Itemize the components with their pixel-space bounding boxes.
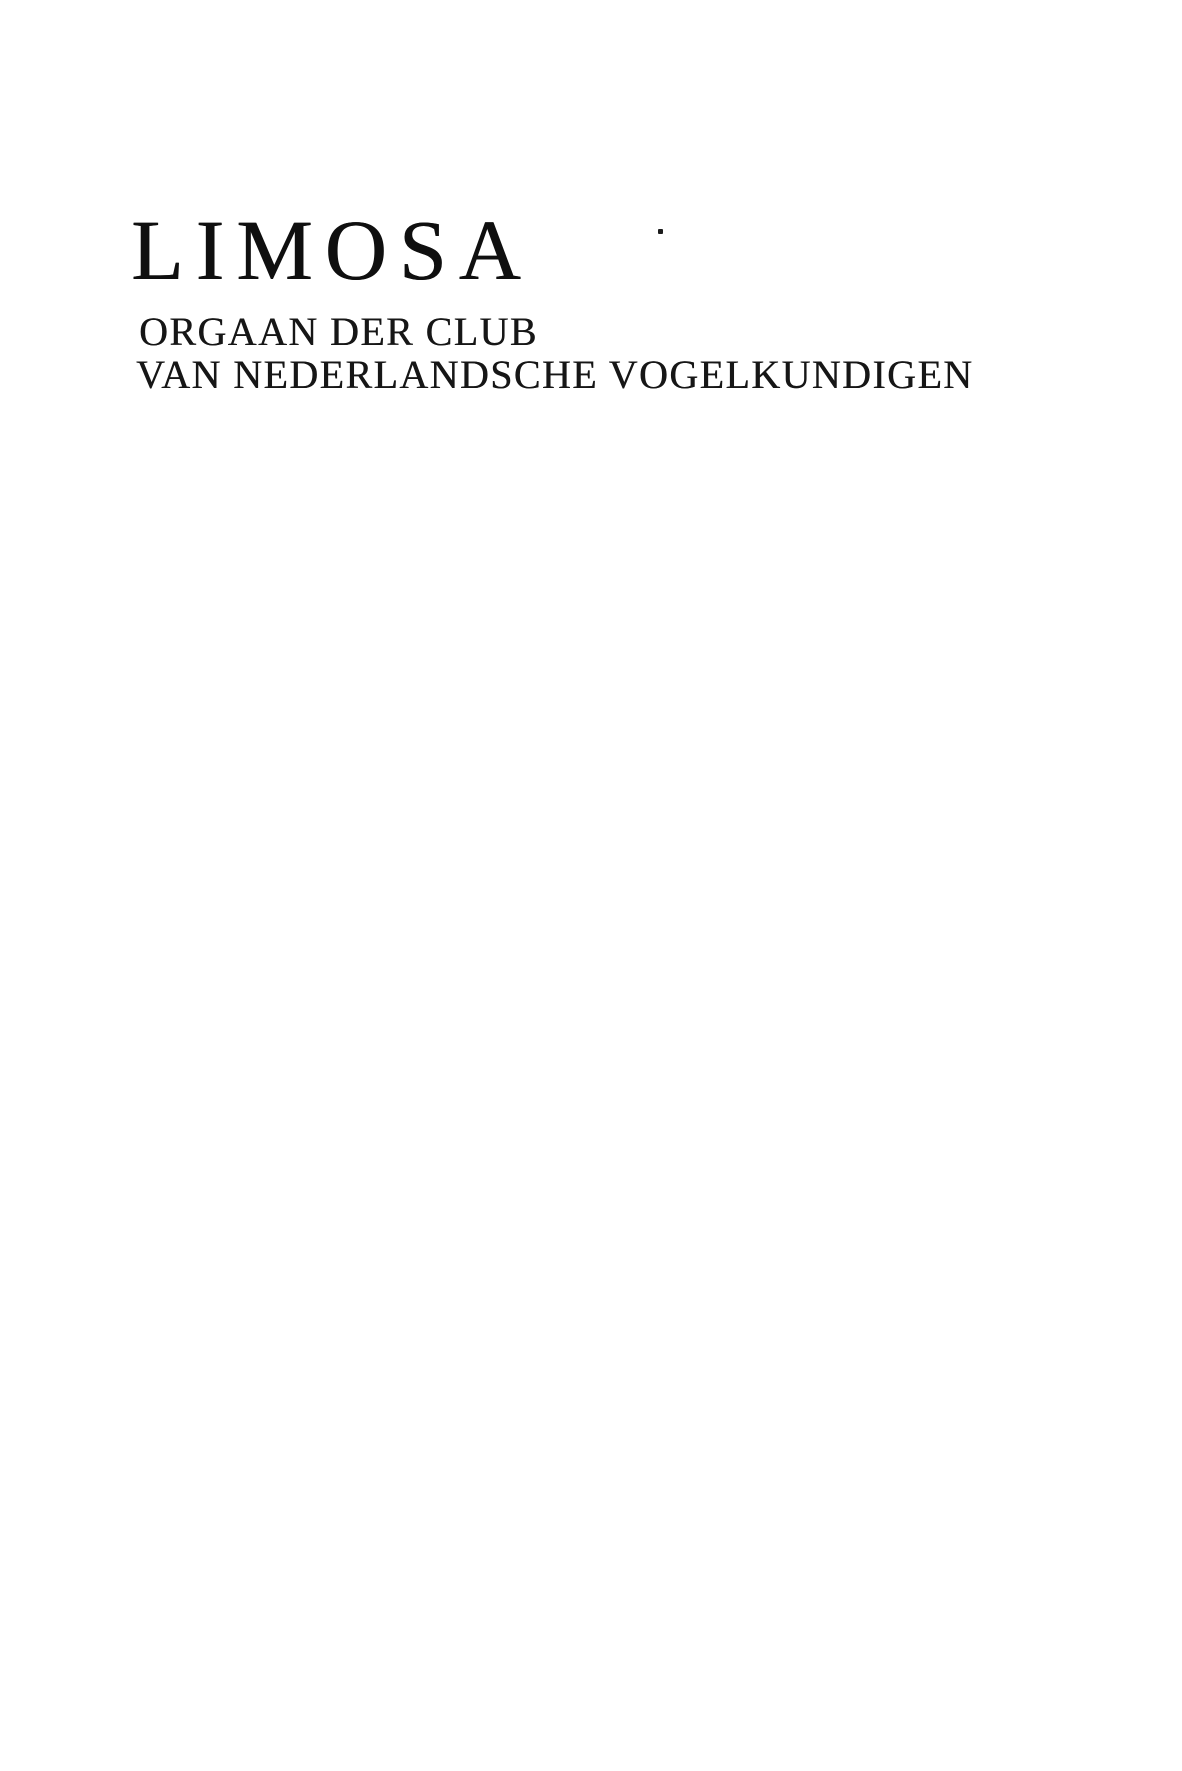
journal-subtitle-line-1: ORGAAN DER CLUB <box>139 309 538 354</box>
journal-subtitle-line-2: VAN NEDERLANDSCHE VOGELKUNDIGEN <box>136 352 974 397</box>
journal-title: LIMOSA <box>131 202 533 298</box>
ink-speck-mark <box>658 229 663 234</box>
